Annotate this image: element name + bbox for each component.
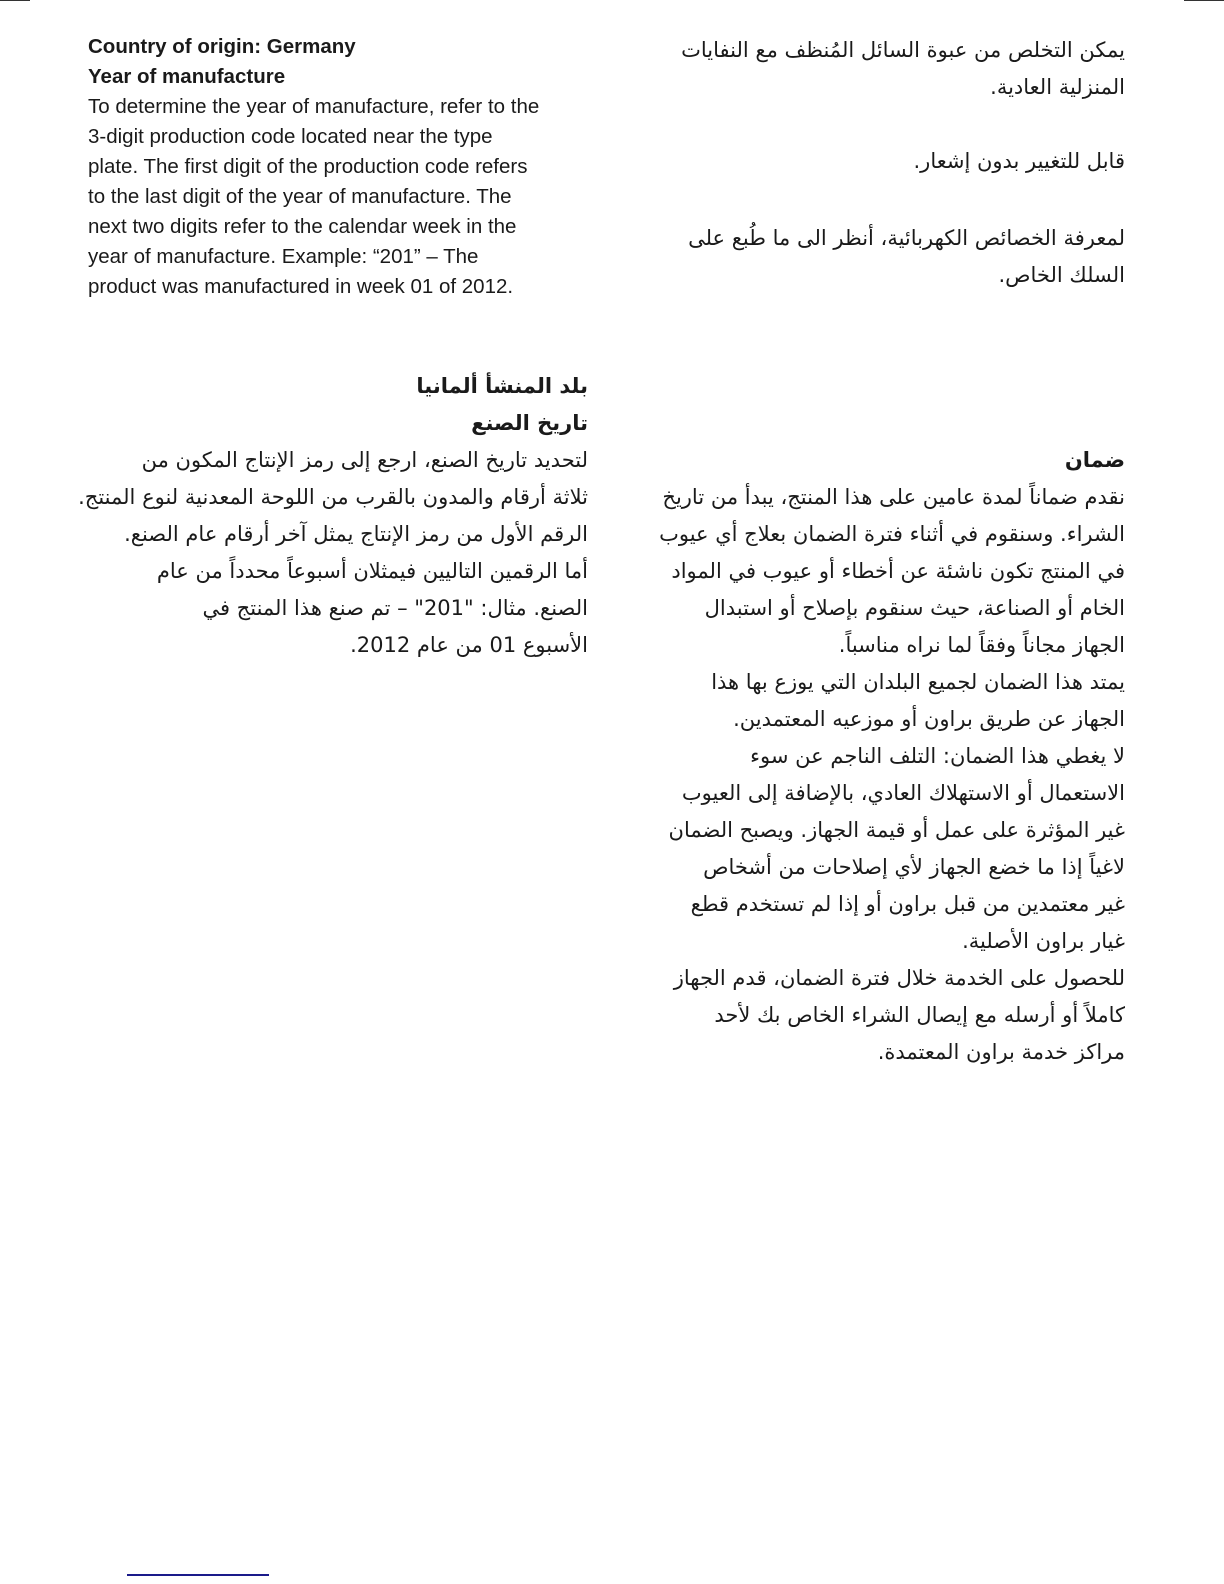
body-line: next two digits refer to the calendar week in the <box>88 215 517 238</box>
body-line: لا يغطي هذا الضمان: التلف الناجم عن سوء <box>750 744 1125 768</box>
arabic-disposal-section <box>681 32 1125 106</box>
arabic-electrical-section <box>688 220 1125 294</box>
body-line: لمعرفة الخصائص الكهربائية، أنظر الى ما طُبع على <box>688 226 1125 250</box>
body-line: الخام أو الصناعة، حيث سنقوم بإصلاح أو استبدال <box>704 596 1125 620</box>
body-line: الجهاز عن طريق براون أو موزعيه المعتمدين. <box>733 707 1125 731</box>
crop-mark-left <box>0 0 30 1</box>
body-line: نقدم ضماناً لمدة عامين على هذا المنتج، يبدأ من تاريخ <box>662 485 1125 509</box>
body-line: لاغياً إذا ما خضع الجهاز لأي إصلاحات من أشخاص <box>703 855 1125 879</box>
body-line: غيار براون الأصلية. <box>962 929 1125 953</box>
origin-heading: Country of origin: Germany <box>88 35 356 58</box>
footer-rule <box>127 1574 269 1576</box>
body-line: غير المؤثرة على عمل أو قيمة الجهاز. ويصبح الضمان <box>668 818 1125 842</box>
body-line: السلك الخاص. <box>998 263 1125 287</box>
body-line: To determine the year of manufacture, refer to the <box>88 95 540 118</box>
body-line: للحصول على الخدمة خلال فترة الضمان، قدم الجهاز <box>673 966 1125 990</box>
body-line: الجهاز مجاناً وفقاً لما نراه مناسباً. <box>838 633 1125 657</box>
body-line: product was manufactured in week 01 of 2012. <box>88 275 514 298</box>
body-line: لتحديد تاريخ الصنع، ارجع إلى رمز الإنتاج المكون من <box>141 448 588 472</box>
body-line: يمتد هذا الضمان لجميع البلدان التي يوزع بها هذا <box>711 670 1125 694</box>
body-line: الصنع. مثال: "201" – تم صنع هذا المنتج في <box>202 596 588 620</box>
warranty-heading: ضمان <box>1064 448 1125 472</box>
crop-mark-right <box>1184 0 1224 1</box>
body-line: أما الرقمين التاليين فيمثلان أسبوعاً محدداً من عام <box>156 559 588 583</box>
arabic-origin-section <box>78 368 588 664</box>
change-notice-text: قابل للتغيير بدون إشعار. <box>913 149 1125 173</box>
body-line: المنزلية العادية. <box>990 75 1125 99</box>
arabic-change-notice <box>914 143 1126 180</box>
body-line: الشراء. وسنقوم في أثناء فترة الضمان بعلاج أي عيوب <box>659 522 1125 546</box>
body-line: 3-digit production code located near the type <box>88 125 493 148</box>
year-heading: Year of manufacture <box>88 65 286 88</box>
body-line: الرقم الأول من رمز الإنتاج يمثل آخر أرقام عام الصنع. <box>124 522 588 546</box>
body-line: غير معتمدين من قبل براون أو إذا لم تستخدم قطع <box>690 892 1125 916</box>
body-line: to the last digit of the year of manufacture. The <box>88 185 512 208</box>
year-heading: تاريخ الصنع <box>471 411 588 435</box>
body-line: مراكز خدمة براون المعتمدة. <box>877 1040 1125 1064</box>
arabic-warranty-section <box>659 442 1125 1071</box>
body-line: year of manufacture. Example: “201” – The <box>88 245 479 268</box>
body-line: في المنتج تكون ناشئة عن أخطاء أو عيوب في المواد <box>671 559 1125 583</box>
body-line: الاستعمال أو الاستهلاك العادي، بالإضافة إلى العيوب <box>681 781 1125 805</box>
body-line: كاملاً أو أرسله مع إيصال الشراء الخاص بك لأحد <box>714 1003 1125 1027</box>
body-line: ثلاثة أرقام والمدون بالقرب من اللوحة المعدنية لنوع المنتج. <box>78 485 588 509</box>
english-origin-section <box>88 32 608 302</box>
body-line: الأسبوع 01 من عام 2012. <box>350 633 588 657</box>
body-line: plate. The first digit of the production code refers <box>88 155 528 178</box>
origin-heading: بلد المنشأ ألمانيا <box>416 374 588 398</box>
body-line: يمكن التخلص من عبوة السائل المُنظف مع النفايات <box>681 38 1125 62</box>
